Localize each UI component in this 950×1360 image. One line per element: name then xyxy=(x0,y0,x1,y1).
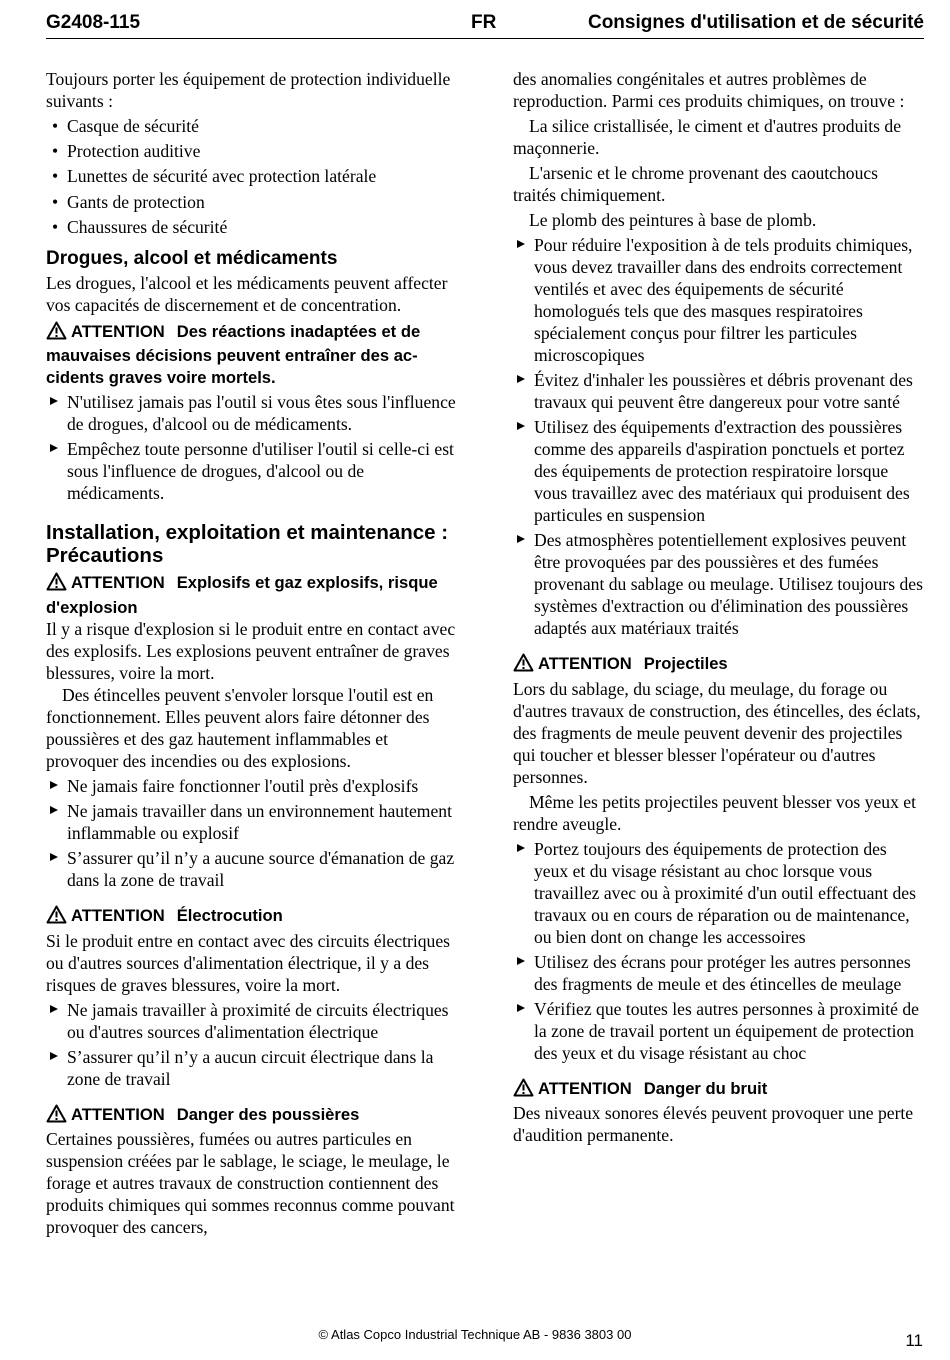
language-code: FR xyxy=(471,12,497,33)
dust-chemical-2: L'arsenic et le chrome provenant des caoutchoucs traités chimiquement. xyxy=(513,163,879,205)
bullet-icon: • xyxy=(52,191,59,212)
dust-chemical-1: La silice cristallisée, le ciment et d'autres produits de maçonnerie. xyxy=(513,116,902,158)
triangle-bullet-icon xyxy=(50,1052,58,1060)
list-item: S’assurer qu’il n’y a aucune source d'émanation de gaz dans la zone de travail xyxy=(46,847,462,891)
list-item: Portez toujours des équipements de protection des yeux et du visage résistant au choc lorsque vous travaillez avec ou à proximité d'un outil effectuant des travaux ou en cours de réparation ou de maintenance, ou bien dont on change les accessoires xyxy=(513,838,925,948)
warning-icon xyxy=(46,1104,67,1129)
triangle-bullet-icon xyxy=(50,1005,58,1013)
list-item: Pour réduire l'exposition à de tels produits chimiques, vous devez travailler dans des endroits correctement ventilés et avec des équipements de sécurité homologués tels que des masques respiratoires spécialement conçus pour filtrer les particules microscopiques xyxy=(513,234,925,366)
list-item: • Protection auditive xyxy=(52,141,201,162)
electrocution-list xyxy=(46,999,462,1090)
attention-keyword: ATTENTION xyxy=(71,1104,165,1124)
dust-text: Certaines poussières, fumées ou autres particules en suspension créées par le sablage, le sciage, le meulage, le forage et autres travaux de construction contiennent des produits chimiques qui sommes reconnus comme pouvant provoquer des cancers, xyxy=(46,1129,455,1238)
header-title: Consignes d'utilisation et de sécurité xyxy=(587,12,924,33)
list-item: Évitez d'inhaler les poussières et débris provenant des travaux qui peuvent être dangereux pour votre santé xyxy=(513,369,925,413)
triangle-bullet-icon xyxy=(50,806,58,814)
triangle-bullet-icon xyxy=(50,397,58,405)
warning-icon xyxy=(46,572,67,597)
list-item: Ne jamais faire fonctionner l'outil près d'explosifs xyxy=(46,775,462,797)
dust-list xyxy=(513,234,925,639)
explosion-text-1: Il y a risque d'explosion si le produit entre en contact avec des explosifs. Les explosions peuvent entraîner de graves blessures, voire la mort. xyxy=(46,619,456,684)
triangle-bullet-icon xyxy=(50,853,58,861)
attention-keyword: ATTENTION xyxy=(538,1078,632,1098)
triangle-bullet-icon xyxy=(50,781,58,789)
list-item: S’assurer qu’il n’y a aucun circuit électrique dans la zone de travail xyxy=(46,1046,462,1090)
list-item: Utilisez des écrans pour protéger les autres personnes des fragments de meule et des étincelles de meulage xyxy=(513,951,925,995)
page-number: 11 xyxy=(905,1331,923,1350)
attention-keyword: ATTENTION xyxy=(538,654,632,673)
list-item: • Casque de sécurité xyxy=(52,116,199,136)
attention-explosion xyxy=(46,572,462,618)
bullet-icon: • xyxy=(52,166,59,187)
triangle-bullet-icon xyxy=(517,957,525,965)
list-item: Vérifiez que toutes les autres personnes à proximité de la zone de travail portent un équipement de protection des yeux et du visage résistant au choc xyxy=(513,998,925,1064)
projectiles-text-2: Même les petits projectiles peuvent blesser vos yeux et rendre aveugle. xyxy=(513,791,916,834)
dust-text-continued: des anomalies congénitales et autres problèmes de reproduction. Parmi ces produits chimiques, on trouve : xyxy=(513,69,905,111)
section-heading-drugs: Drogues, alcool et médicaments xyxy=(46,247,338,269)
explosion-list xyxy=(46,775,462,891)
warning-icon xyxy=(46,905,67,930)
attention-keyword: ATTENTION xyxy=(71,906,165,926)
dust-chemical-3: Le plomb des peintures à base de plomb. xyxy=(529,210,817,230)
attention-keyword: ATTENTION xyxy=(71,573,165,593)
attention-noise xyxy=(513,1078,925,1103)
attention-drugs xyxy=(46,321,462,389)
attention-dust xyxy=(46,1104,462,1129)
attention-title: Électrocution xyxy=(176,906,283,926)
list-item: Des atmosphères potentiellement explosives peuvent être provoquées par des poussières et des fumées provenant du sablage ou meulage. Utilisez toujours des systèmes d'extraction ou d'élimination des poussières adaptés aux matériaux traités xyxy=(513,529,925,639)
triangle-bullet-icon xyxy=(517,535,525,543)
attention-projectiles xyxy=(513,653,925,678)
electrocution-text: Si le produit entre en contact avec des circuits électriques ou d'autres sources d'alimentation électrique, il y a des risques de graves blessures, voire la mort. xyxy=(46,930,451,995)
drugs-text: Les drogues, l'alcool et les médicaments peuvent affecter vos capacités de discernement et de concentration. xyxy=(46,272,448,315)
attention-title: Danger des poussières xyxy=(176,1104,360,1124)
list-item: Ne jamais travailler à proximité de circuits électriques ou d'autres sources d'alimentation électrique xyxy=(46,999,462,1043)
ppe-list xyxy=(46,115,462,238)
warning-icon xyxy=(513,653,534,678)
attention-title: Projectiles xyxy=(643,654,728,673)
bullet-icon: • xyxy=(52,141,59,162)
triangle-bullet-icon xyxy=(517,422,525,430)
list-item: • Chaussures de sécurité xyxy=(52,216,228,237)
triangle-bullet-icon xyxy=(517,240,525,248)
list-item: Utilisez des équipements d'extraction des poussières comme des appareils d'aspiration ponctuels et portez des équipements de protection respiratoire lorsque vous travaillez avec des matériaux qui produisent des particules en suspension xyxy=(513,416,925,526)
right-column xyxy=(513,68,925,1146)
triangle-bullet-icon xyxy=(517,375,525,383)
footer-copyright: © Atlas Copco Industrial Technique AB - 9836 3803 00 xyxy=(318,1327,632,1342)
explosion-text-2: Des étincelles peuvent s'envoler lorsque l'outil est en fonctionnement. Elles peuvent alors faire détonner des poussières et des gaz hautement inflammables et provoquer des incendies ou des explosions. xyxy=(46,685,434,772)
warning-icon xyxy=(513,1078,534,1103)
attention-electrocution xyxy=(46,905,462,930)
doc-code: G2408-115 xyxy=(46,12,141,33)
list-item: Empêchez toute personne d'utiliser l'outil si celle-ci est sous l'influence de drogues, d'alcool ou de médicaments. xyxy=(46,438,462,504)
triangle-bullet-icon xyxy=(50,444,58,452)
ppe-intro: Toujours porter les équipement de protection individuelle suivants : xyxy=(46,69,451,111)
list-item: Ne jamais travailler dans un environnement hautement inflammable ou explosif xyxy=(46,800,462,844)
attention-keyword: ATTENTION xyxy=(71,321,165,341)
attention-title: Explosifs et gaz explosifs, risque d'explosion xyxy=(46,573,438,617)
attention-text: Des réactions inadaptées et de mauvaises décisions peuvent entraîner des accidents graves voire mortels. xyxy=(46,321,421,387)
page-header xyxy=(46,10,924,39)
left-column xyxy=(46,68,462,1238)
bullet-icon: • xyxy=(52,216,59,237)
list-item: N'utilisez jamais pas l'outil si vous êtes sous l'influence de drogues, d'alcool ou de médicaments. xyxy=(46,391,462,435)
list-item: • Lunettes de sécurité avec protection latérale xyxy=(52,166,377,187)
drugs-list xyxy=(46,391,462,504)
noise-text: Des niveaux sonores élevés peuvent provoquer une perte d'audition permanente. xyxy=(513,1103,914,1145)
attention-title: Danger du bruit xyxy=(643,1078,768,1098)
triangle-bullet-icon xyxy=(517,1004,525,1012)
projectiles-text-1: Lors du sablage, du sciage, du meulage, du forage ou d'autres travaux de construction, des étincelles, des éclats, des fragments de meule peuvent devenir des projectiles qui toucher et blesser blesser l'opérateur ou d'autres personnes. xyxy=(513,678,921,787)
list-item: • Gants de protection xyxy=(52,191,205,212)
triangle-bullet-icon xyxy=(517,844,525,852)
projectiles-list xyxy=(513,838,925,1064)
warning-icon xyxy=(46,321,67,346)
bullet-icon: • xyxy=(52,116,59,136)
section-heading-installation: Installation, exploitation et maintenance : Précautions xyxy=(46,521,449,568)
